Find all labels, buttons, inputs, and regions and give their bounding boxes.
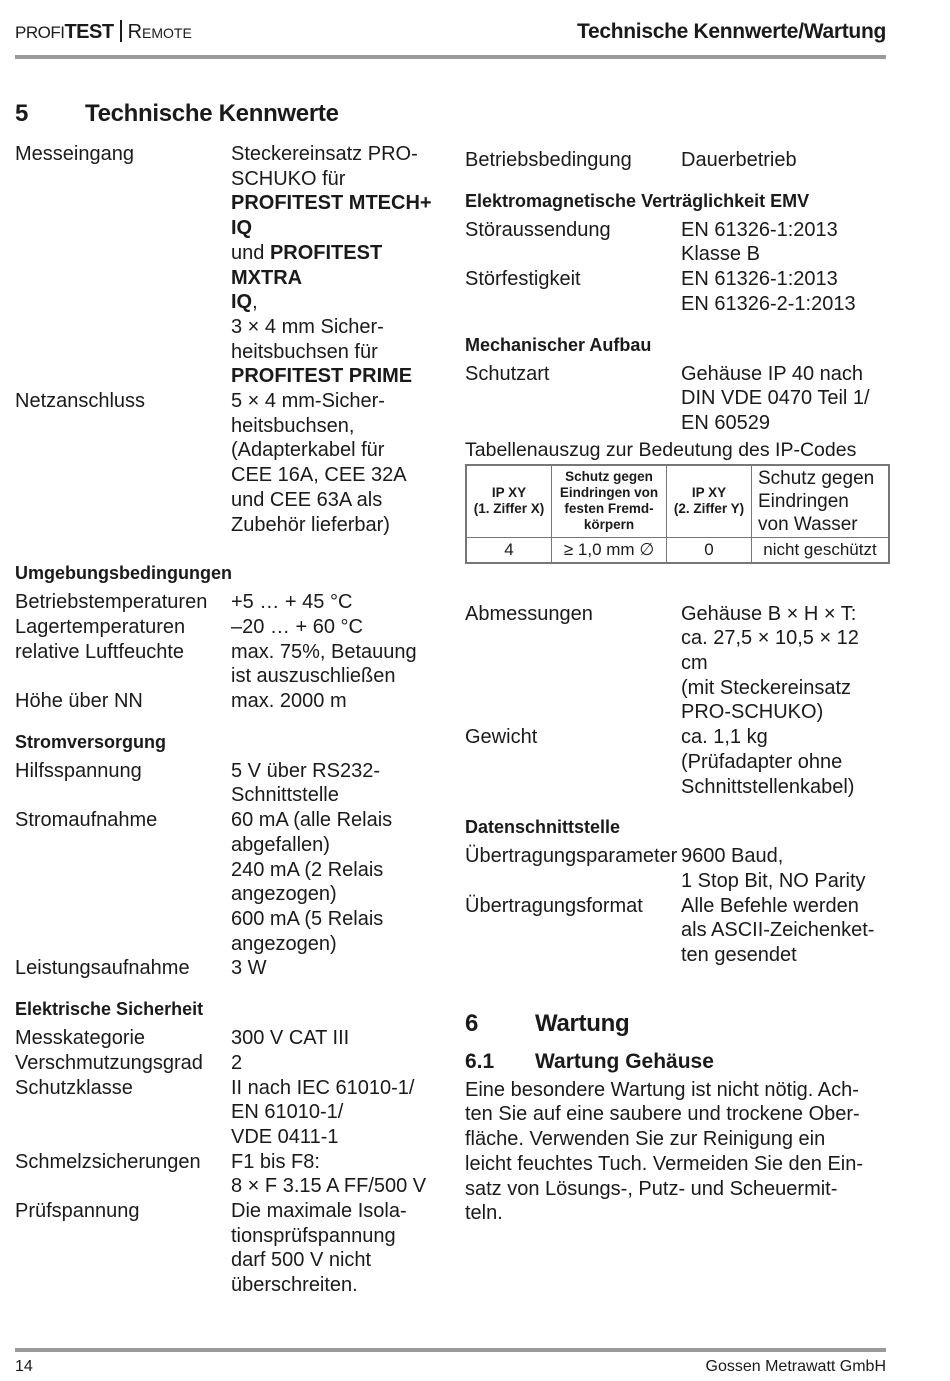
spec-row: Gewicht ca. 1,1 kg (Prüfadapter ohne Schnittstellenkabel) — [465, 726, 855, 798]
table-cell: nicht geschützt — [752, 537, 890, 563]
table-cell: 0 — [667, 537, 752, 563]
spec-row: Schmelzsicherungen F1 bis F8: 8 × F 3.15 A FF/500 V — [15, 1150, 427, 1198]
spec-row: Leistungsaufnahme 3 W — [15, 957, 267, 980]
table-cell: ≥ 1,0 mm ∅ — [552, 537, 667, 563]
spec-row: Netzanschluss 5 × 4 mm-Sicher- heitsbuchsen, (Adapterkabel für CEE 16A, CEE 32A und CEE 63A als Zubehör lieferbar) — [15, 390, 407, 536]
section-5-heading: 5 Technische Kennwerte — [15, 100, 339, 127]
table-header-row — [466, 465, 889, 538]
spec-row: Störfestigkeit EN 61326-1:2013 EN 61326-2-1:2013 — [465, 268, 856, 315]
header-rule — [15, 55, 886, 59]
spec-value: Steckereinsatz PRO- SCHUKO für PROFITEST MTECH+ IQ und PROFITEST MXTRA IQ, 3 × 4 mm Sicher- heitsbuchsen für PROFITEST PRIME — [231, 143, 432, 388]
datenschnittstelle-heading: Datenschnittstelle — [465, 817, 621, 838]
spec-row: Abmessungen Gehäuse B × H × T: ca. 27,5 × 10,5 × 12 cm (mit Steckereinsatz PRO-SCHUKO) — [465, 602, 859, 724]
spec-row: relative Luftfeuchte max. 75%, Betauung ist auszuschließen — [15, 640, 417, 688]
section-6-heading: 6 Wartung — [465, 1009, 630, 1037]
ip-code-table — [465, 464, 890, 564]
header-title: Technische Kennwerte/Wartung — [577, 20, 886, 43]
spec-row: Schutzart Gehäuse IP 40 nach DIN VDE 0470 Teil 1/ EN 60529 — [465, 362, 870, 434]
wartung-paragraph: Eine besondere Wartung ist nicht nötig. Ach- ten Sie auf eine saubere und trockene Ober- fläche. Verwenden Sie zur Reinigung ein leicht feuchtes Tuch. Vermeiden Sie den Ein- satz von Lösungs-, Putz- und Scheuermit- teln. — [465, 1078, 864, 1225]
spec-row: Betriebstemperaturen +5 … + 45 °C — [15, 591, 353, 614]
left-column — [15, 100, 440, 1298]
stromversorgung-heading: Stromversorgung — [15, 731, 167, 752]
table-row — [466, 537, 889, 563]
table-header-cell: Schutz gegen Eindringen von festen Fremd- körpern — [552, 465, 667, 538]
table-header-cell: Schutz gegen Eindringen von Wasser — [752, 465, 890, 538]
sicherheit-heading: Elektrische Sicherheit — [15, 999, 204, 1020]
spec-row: Messeingang Steckereinsatz PRO- SCHUKO für PROFITEST MTECH+ IQ und PROFITEST MXTRA IQ, 3 × 4 mm Sicher- heitsbuchsen für PROFITEST PRIME — [15, 142, 440, 389]
spec-row: Höhe über NN max. 2000 m — [15, 690, 347, 713]
emv-heading: Elektromagnetische Verträglichkeit EMV — [465, 190, 810, 211]
spec-row: Schutzklasse II nach IEC 61010-1/ EN 61010-1/ VDE 0411-1 — [15, 1076, 415, 1148]
ip-table-caption: Tabellenauszug zur Bedeutung des IP-Codes — [465, 438, 857, 461]
umgebung-heading: Umgebungsbedingungen — [15, 563, 232, 584]
spec-row: Übertragungsparameter 9600 Baud, 1 Stop Bit, NO Parity — [465, 845, 866, 892]
mechanik-heading: Mechanischer Aufbau — [465, 334, 652, 355]
table-cell: 4 — [466, 537, 552, 563]
spec-row: Prüfspannung Die maximale Isola- tionsprüfspannung darf 500 V nicht überschreiten. — [15, 1200, 407, 1297]
section-6-1-heading: 6.1 Wartung Gehäuse — [465, 1049, 714, 1073]
spec-row: Hilfsspannung 5 V über RS232- Schnittstelle — [15, 759, 380, 807]
table-header-cell: IP XY (2. Ziffer Y) — [667, 465, 752, 538]
page-header — [15, 18, 886, 50]
company-name: Gossen Metrawatt GmbH — [705, 1358, 886, 1375]
spec-row: Messkategorie 300 V CAT III — [15, 1027, 350, 1050]
spec-row: Verschmutzungsgrad 2 — [15, 1051, 243, 1074]
spec-row: Übertragungsformat Alle Befehle werden als ASCII-Zeichenket- ten gesendet — [465, 894, 875, 967]
intro-specs — [15, 142, 440, 537]
page-number: 14 — [15, 1358, 33, 1375]
brand-logo: PROFITEST Remote — [15, 21, 192, 43]
right-column — [465, 148, 890, 1226]
footer-rule — [15, 1348, 886, 1352]
spec-row: Betriebsbedingung Dauerbetrieb — [465, 149, 797, 171]
spec-row: Stromaufnahme 60 mA (alle Relais abgefallen) 240 mA (2 Relais angezogen) 600 mA (5 Relais angezogen) — [15, 809, 393, 955]
table-header-cell: IP XY (1. Ziffer X) — [466, 465, 552, 538]
spec-row: Lagertemperaturen –20 … + 60 °C — [15, 615, 363, 638]
spec-row: Störaussendung EN 61326-1:2013 Klasse B — [465, 218, 838, 266]
